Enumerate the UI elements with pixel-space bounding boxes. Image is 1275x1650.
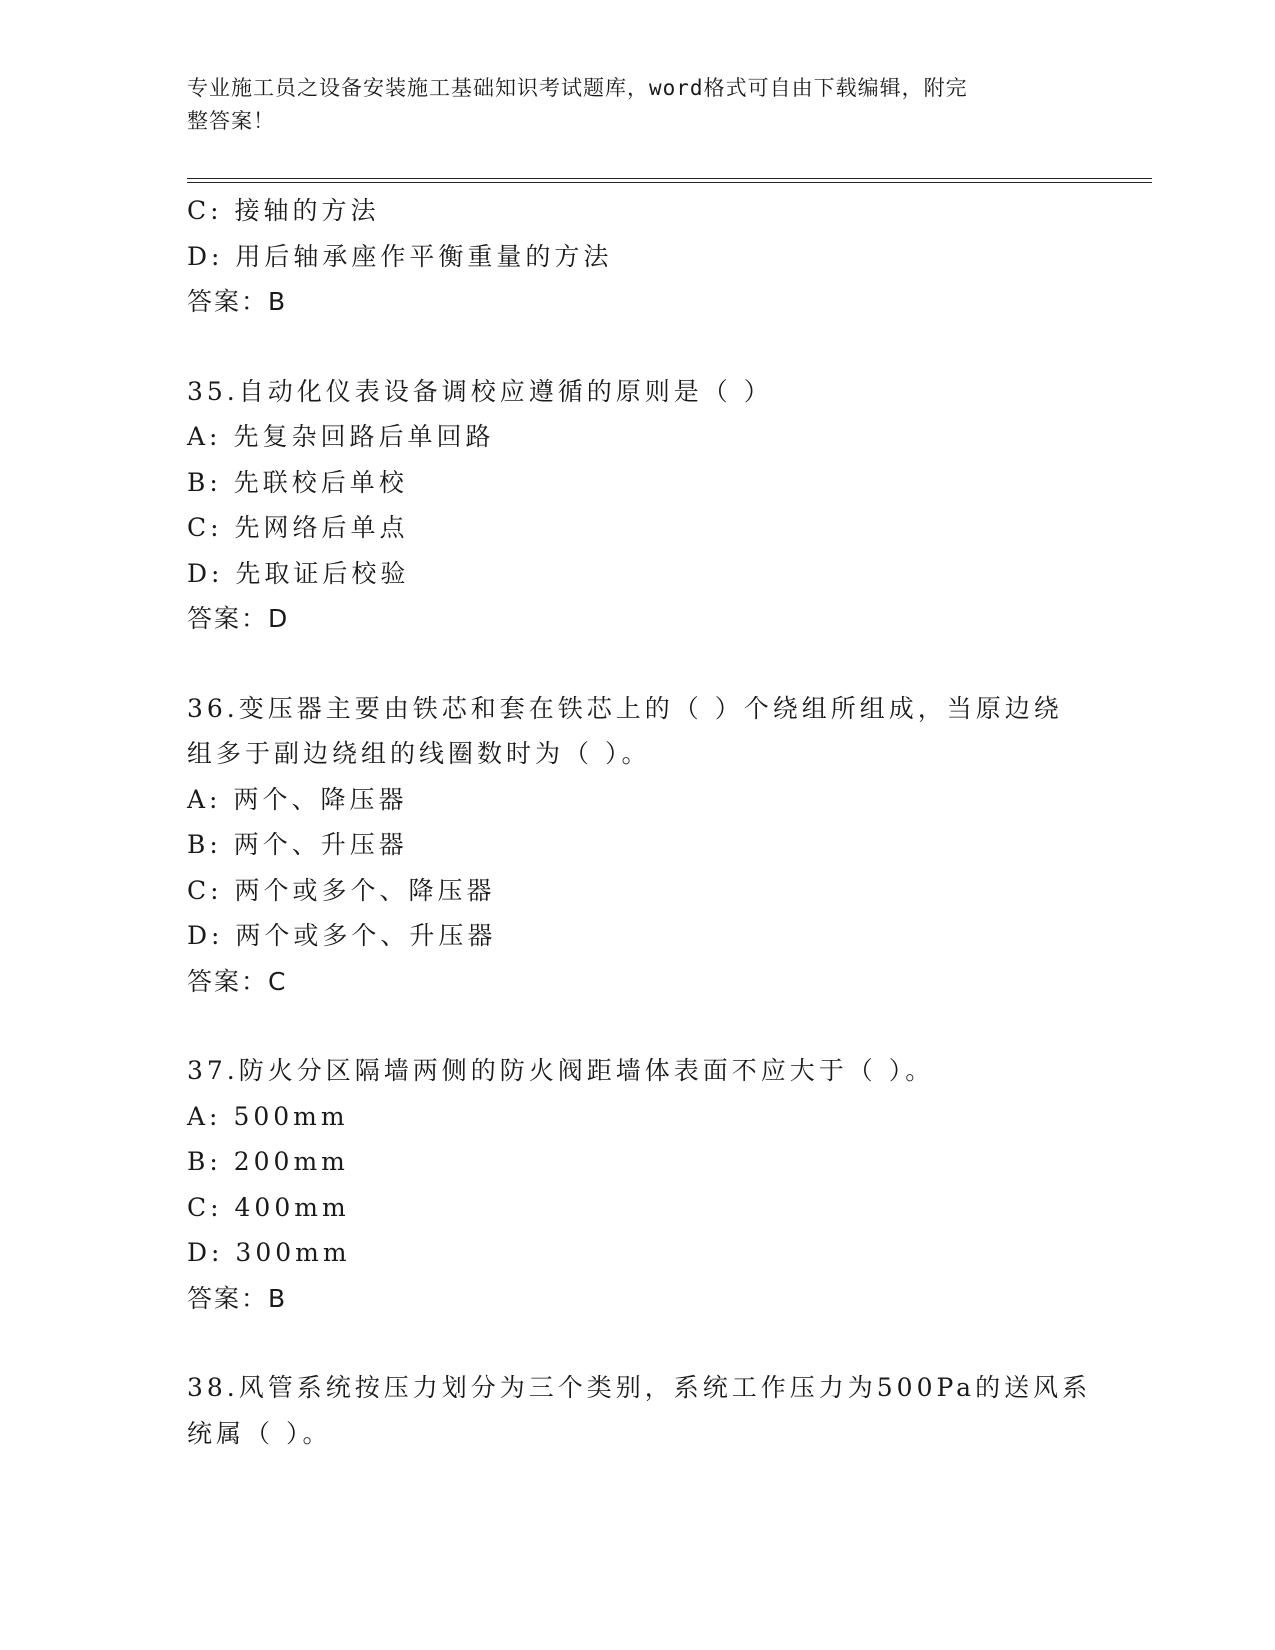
answer: 答案：B (187, 1283, 288, 1313)
option-d (187, 1230, 1087, 1276)
question-stem-line-2: 组多于副边绕组的线圈数时为（ ）。 (187, 739, 651, 768)
header-title-line-1: 专业施工员之设备安装施工基础知识考试题库，word格式可自由下载编辑，附完 (187, 76, 968, 100)
option-text: 两个、升压器 (233, 830, 408, 859)
option-text: 两个或多个、降压器 (234, 875, 496, 905)
option-a (187, 777, 1087, 823)
question-37 (187, 1048, 1087, 1321)
option-label: C: (187, 513, 223, 542)
option-text: 300mm (235, 1238, 351, 1267)
option-text: 两个、降压器 (233, 784, 408, 814)
option-text: 用后轴承座作平衡重量的方法 (235, 241, 613, 271)
header-divider-top (187, 178, 1152, 179)
option-d (187, 551, 1087, 597)
question-stem-line-2: 统属（ ）。 (187, 1418, 332, 1448)
option-c (187, 1185, 1087, 1231)
option-label: B: (187, 1147, 222, 1176)
option-a (187, 414, 1087, 460)
option-text: 先网络后单点 (234, 513, 409, 542)
option-label: D: (187, 558, 224, 588)
question-stem: 35.自动化仪表设备调校应遵循的原则是（ ） (187, 376, 773, 406)
question-38 (187, 1365, 1092, 1456)
option-text: 两个或多个、升压器 (235, 921, 497, 950)
option-d (187, 913, 1087, 959)
option-c (187, 505, 1087, 551)
answer: 答案：C (187, 966, 288, 996)
spacer (187, 1004, 1087, 1048)
option-text: 500mm (233, 1101, 349, 1131)
option-label: D: (187, 921, 224, 950)
answer: 答案：B (187, 287, 288, 316)
question-list (187, 188, 1092, 1456)
option-c (187, 868, 1087, 914)
option-label: C: (187, 196, 223, 225)
document-header (187, 72, 1067, 138)
header-title-line-2: 整答案！ (187, 109, 275, 133)
option-text: 200mm (233, 1147, 349, 1176)
question-36 (187, 686, 1087, 1005)
question-stem: 37.防火分区隔墙两侧的防火阀距墙体表面不应大于（ ）。 (187, 1056, 935, 1085)
option-a (187, 1094, 1087, 1140)
header-divider-bottom (187, 182, 1152, 183)
option-d (187, 234, 1087, 280)
option-text: 先复杂回路后单回路 (233, 422, 495, 451)
answer: 答案：D (187, 604, 290, 633)
question-stem-line-1: 38.风管系统按压力划分为三个类别，系统工作压力为500Pa的送风系 (187, 1373, 1092, 1402)
option-text: 先联校后单校 (233, 467, 408, 497)
option-text: 400mm (234, 1192, 350, 1222)
option-label: B: (187, 830, 222, 859)
option-b (187, 1139, 1087, 1185)
option-text: 先取证后校验 (235, 558, 410, 588)
spacer (187, 325, 1087, 369)
option-c (187, 188, 1087, 234)
question-stem-line-1: 36.变压器主要由铁芯和套在铁芯上的（ ）个绕组所组成，当原边绕 (187, 693, 1063, 723)
option-label: C: (187, 875, 223, 905)
option-label: D: (187, 241, 224, 271)
question-35 (187, 369, 1087, 642)
option-label: C: (187, 1192, 223, 1222)
option-label: B: (187, 467, 222, 497)
question-34-continuation (187, 188, 1087, 325)
option-text: 接轴的方法 (234, 196, 380, 225)
spacer (187, 1321, 1087, 1365)
option-label: D: (187, 1238, 224, 1267)
spacer (187, 642, 1087, 686)
option-label: A: (187, 784, 222, 814)
option-label: A: (187, 1101, 222, 1131)
option-b (187, 460, 1087, 506)
option-label: A: (187, 422, 222, 451)
option-b (187, 822, 1087, 868)
